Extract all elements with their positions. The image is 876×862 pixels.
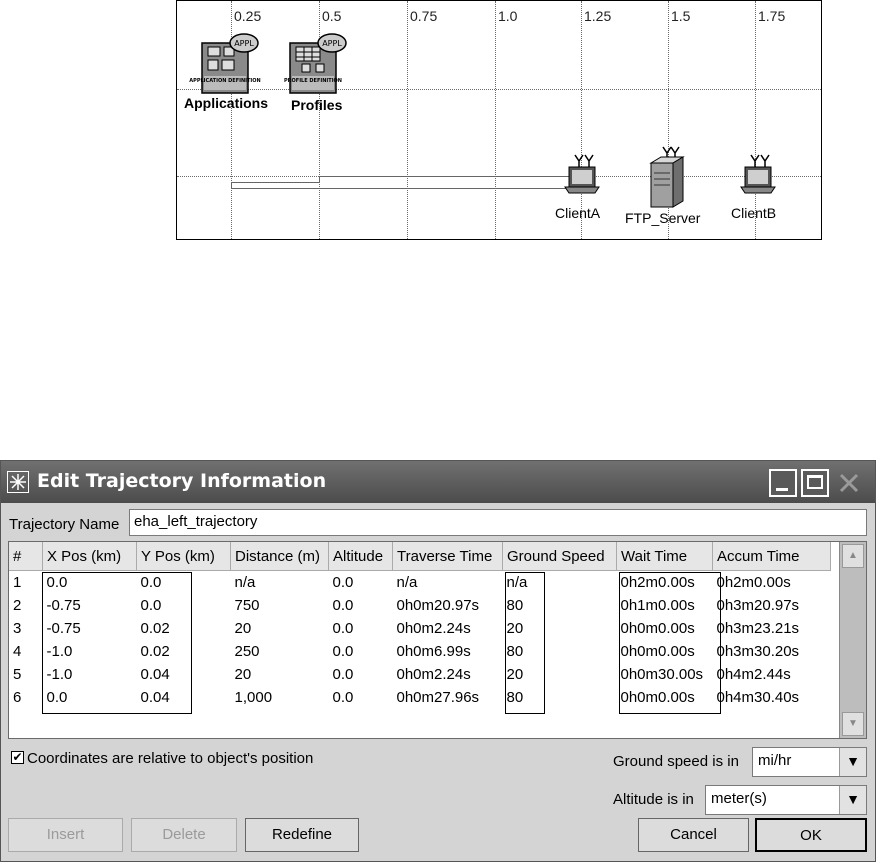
applications-node[interactable] xyxy=(189,33,261,100)
table-cell[interactable]: n/a xyxy=(396,574,418,591)
axis-tick-label: 1.5 xyxy=(671,8,691,24)
grid-line xyxy=(581,1,582,239)
table-cell[interactable]: 750 xyxy=(234,597,260,614)
grid-line xyxy=(177,89,821,90)
ok-button[interactable]: OK xyxy=(755,818,867,852)
table-cell[interactable]: 0h2m0.00s xyxy=(620,574,695,591)
table-cell[interactable]: 20 xyxy=(234,666,252,683)
table-cell[interactable]: 0.02 xyxy=(140,620,170,637)
chevron-down-icon: ▼ xyxy=(839,786,866,814)
table-cell[interactable]: 0h1m0.00s xyxy=(620,597,695,614)
table-cell[interactable]: n/a xyxy=(506,574,528,591)
table-cell[interactable]: 0.04 xyxy=(140,689,170,706)
table-cell[interactable]: 0.0 xyxy=(46,689,68,706)
table-cell[interactable]: 0.0 xyxy=(140,574,162,591)
profiles-node[interactable] xyxy=(284,33,348,100)
icon-caption: PROFILE DEFINITION xyxy=(284,78,342,84)
table-cell[interactable]: 20 xyxy=(506,666,524,683)
table-cell[interactable]: 0h0m27.96s xyxy=(396,689,480,706)
delete-button[interactable]: Delete xyxy=(131,818,237,852)
table-cell[interactable]: 0.0 xyxy=(332,597,354,614)
table-cell[interactable]: 0.0 xyxy=(46,574,68,591)
maximize-button[interactable] xyxy=(801,469,829,497)
column-header[interactable]: Altitude xyxy=(329,542,393,571)
maximize-icon xyxy=(807,475,823,489)
edit-trajectory-dialog xyxy=(0,460,876,862)
axis-tick-label: 1.25 xyxy=(584,8,612,24)
table-cell[interactable]: 0h0m2.24s xyxy=(396,620,471,637)
table-cell[interactable]: 80 xyxy=(506,597,524,614)
trajectory-table[interactable] xyxy=(8,541,867,739)
coordinates-relative-label: Coordinates are relative to object's position xyxy=(27,750,314,767)
table-cell[interactable]: -1.0 xyxy=(46,666,73,683)
title-bar[interactable] xyxy=(1,461,875,503)
table-cell[interactable]: 0h2m0.00s xyxy=(716,574,791,591)
table-row[interactable] xyxy=(9,686,831,709)
client-b-label: ClientB xyxy=(731,205,777,221)
table-cell[interactable]: 0h0m0.00s xyxy=(620,689,695,706)
table-cell[interactable]: 0h4m2.44s xyxy=(716,666,791,683)
column-header[interactable]: Wait Time xyxy=(617,542,713,571)
altitude-label: Altitude is in xyxy=(613,791,694,808)
table-cell[interactable]: 0.02 xyxy=(140,643,170,660)
table-row[interactable] xyxy=(9,594,831,617)
table-cell[interactable]: 80 xyxy=(506,689,524,706)
server-icon xyxy=(643,143,691,209)
client-b-node[interactable] xyxy=(737,151,777,202)
wireless-laptop-icon xyxy=(561,151,601,197)
profiles-label: Profiles xyxy=(291,97,343,113)
table-cell[interactable]: 6 xyxy=(13,689,22,706)
table-cell[interactable]: 0h0m0.00s xyxy=(620,620,695,637)
applications-label: Applications xyxy=(184,95,269,111)
close-button[interactable] xyxy=(835,469,863,497)
table-cell[interactable]: 0h0m2.24s xyxy=(396,666,471,683)
table-cell[interactable]: 3 xyxy=(13,620,22,637)
table-cell[interactable]: 0.0 xyxy=(332,620,354,637)
network-map[interactable] xyxy=(176,0,822,240)
column-header[interactable]: Ground Speed xyxy=(503,542,617,571)
table-cell[interactable]: 0.0 xyxy=(332,689,354,706)
table-row[interactable] xyxy=(9,663,831,686)
table-row[interactable] xyxy=(9,617,831,640)
table-cell[interactable]: 0h0m6.99s xyxy=(396,643,471,660)
table-cell[interactable]: -0.75 xyxy=(46,620,81,637)
application-definition-icon xyxy=(189,33,261,95)
axis-tick-label: 1.0 xyxy=(498,8,518,24)
table-cell[interactable]: 0.0 xyxy=(332,666,354,683)
ground-speed-unit-value: mi/hr xyxy=(758,752,792,769)
table-cell[interactable]: 0h3m30.20s xyxy=(716,643,800,660)
table-cell[interactable]: n/a xyxy=(234,574,256,591)
vertical-scrollbar[interactable] xyxy=(839,542,866,738)
table-row[interactable] xyxy=(9,571,831,595)
client-a-label: ClientA xyxy=(555,205,601,221)
ftp-server-label: FTP_Server xyxy=(625,210,701,226)
table-row[interactable] xyxy=(9,640,831,663)
client-a-node[interactable] xyxy=(561,151,601,202)
axis-tick-label: 0.5 xyxy=(322,8,342,24)
coordinates-relative-checkbox[interactable]: ✔ xyxy=(12,750,23,764)
altitude-unit-value: meter(s) xyxy=(711,790,767,807)
table-cell[interactable]: 5 xyxy=(13,666,22,683)
axis-tick-label: 0.25 xyxy=(234,8,262,24)
wireless-laptop-icon xyxy=(737,151,777,197)
column-header[interactable]: Y Pos (km) xyxy=(137,542,231,571)
icon-caption: APPLICATION DEFINITION xyxy=(189,78,261,84)
scroll-up-icon[interactable]: ▲ xyxy=(842,544,864,568)
appl-badge: APPL xyxy=(234,39,254,48)
column-header[interactable]: X Pos (km) xyxy=(43,542,137,571)
close-icon xyxy=(835,469,863,497)
app-icon xyxy=(7,471,29,493)
table-cell[interactable]: 20 xyxy=(506,620,524,637)
table-cell[interactable]: 0.0 xyxy=(332,643,354,660)
table-cell[interactable]: 0h3m20.97s xyxy=(716,597,800,614)
column-header[interactable]: Accum Time xyxy=(713,542,831,571)
column-header[interactable]: # xyxy=(9,542,43,571)
table-cell[interactable]: 0h3m23.21s xyxy=(716,620,800,637)
ground-speed-label: Ground speed is in xyxy=(613,753,739,770)
dialog-title: Edit Trajectory Information xyxy=(37,470,327,492)
chevron-down-icon: ▼ xyxy=(839,748,866,776)
axis-tick-label: 0.75 xyxy=(410,8,438,24)
minimize-icon xyxy=(776,488,788,491)
table-cell[interactable]: 20 xyxy=(234,620,252,637)
column-header[interactable]: Traverse Time xyxy=(393,542,503,571)
appl-badge: APPL xyxy=(322,39,342,48)
table-cell[interactable]: 4 xyxy=(13,643,22,660)
table-cell[interactable]: 250 xyxy=(234,643,260,660)
grid-line xyxy=(407,1,408,239)
ftp-server-node[interactable] xyxy=(643,143,691,214)
grid-line xyxy=(755,1,756,239)
table-cell[interactable]: -0.75 xyxy=(46,597,81,614)
ground-speed-unit-select[interactable] xyxy=(752,747,867,777)
table-cell[interactable]: 1 xyxy=(13,574,22,591)
column-header[interactable]: Distance (m) xyxy=(231,542,329,571)
table-cell[interactable]: 0h0m30.00s xyxy=(620,666,704,683)
insert-button[interactable]: Insert xyxy=(8,818,123,852)
table-cell[interactable]: 0.0 xyxy=(332,574,354,591)
table-cell[interactable]: 80 xyxy=(506,643,524,660)
redefine-button[interactable]: Redefine xyxy=(245,818,359,852)
scroll-down-icon[interactable]: ▼ xyxy=(842,712,864,736)
profile-definition-icon xyxy=(284,33,348,95)
table-cell[interactable]: 0h0m0.00s xyxy=(620,643,695,660)
axis-tick-label: 1.75 xyxy=(758,8,786,24)
cancel-button[interactable]: Cancel xyxy=(638,818,749,852)
trajectory-name-field[interactable]: eha_left_trajectory xyxy=(129,509,867,536)
table-cell[interactable]: 0h0m20.97s xyxy=(396,597,480,614)
table-cell[interactable]: 2 xyxy=(13,597,22,614)
table-cell[interactable]: -1.0 xyxy=(46,643,73,660)
table-cell[interactable]: 0h4m30.40s xyxy=(716,689,800,706)
minimize-button[interactable] xyxy=(769,469,797,497)
trajectory-name-label: Trajectory Name xyxy=(9,516,120,533)
table-cell[interactable]: 1,000 xyxy=(234,689,273,706)
table-cell[interactable]: 0.04 xyxy=(140,666,170,683)
grid-line xyxy=(495,1,496,239)
altitude-unit-select[interactable] xyxy=(705,785,867,815)
table-cell[interactable]: 0.0 xyxy=(140,597,162,614)
